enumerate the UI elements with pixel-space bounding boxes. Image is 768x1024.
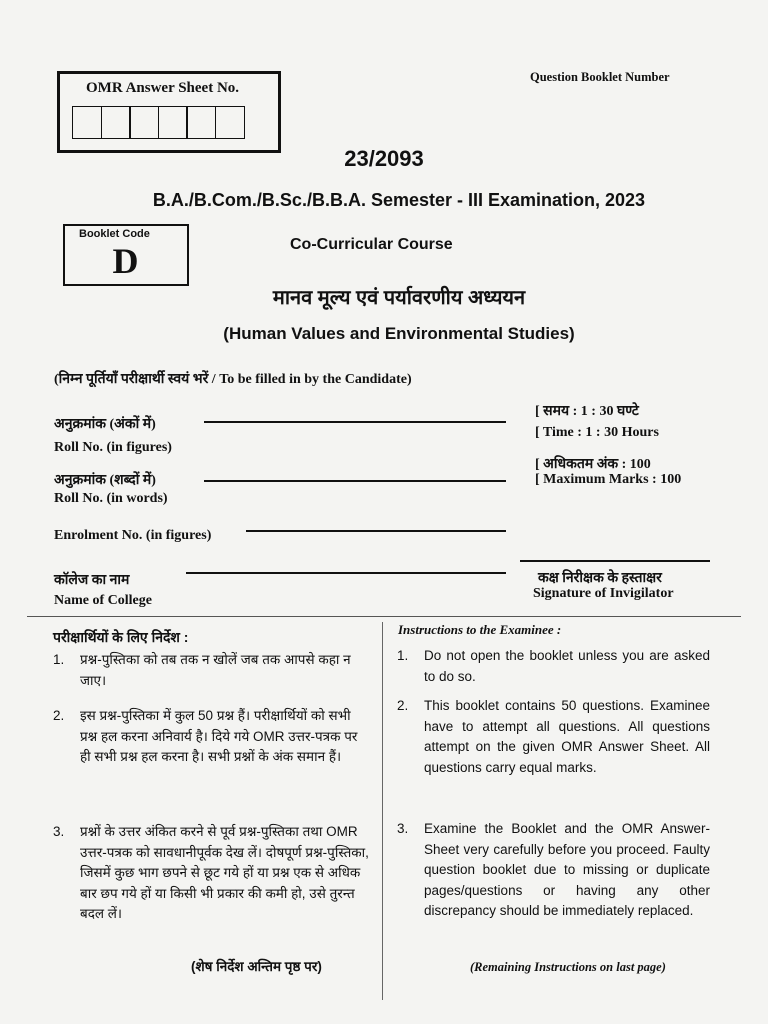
instruction-text: Examine the Booklet and the OMR Answer-Sheet very carefully before you proceed. Faulty question booklet due to missing or duplicate pages/questions or having any other discrepancy should be immediately replaced.: [424, 821, 710, 918]
instructions-heading-hindi: परीक्षार्थियों के लिए निर्देश :: [53, 629, 189, 645]
invigilator-label: Signature of Invigilator: [533, 586, 674, 601]
college-line[interactable]: [186, 572, 506, 574]
instruction-text: प्रश्नों के उत्तर अंकित करने से पूर्व प्रश्न-पुस्तिका तथा OMR उत्तर-पत्रक को सावधानीपूर्वक देख लें। दोषपूर्ण प्रश्न-पुस्तिका, जिसमें कुछ भाग छपने से छूट गये हों या प्रश्न एक से अधिक बार छप गये हों या किसी भी प्रकार की कमी हो, उसे तुरन्त बदल लें।: [80, 824, 369, 921]
instruction-number: 2.: [53, 708, 65, 723]
instruction-text: This booklet contains 50 questions. Examinee have to attempt all questions. All questions attempt on the given OMR Answer Sheet. All questions carry equal marks.: [424, 698, 710, 775]
instruction-number: 1.: [397, 648, 409, 663]
omr-cell[interactable]: [129, 106, 159, 139]
enrolment-line[interactable]: [246, 530, 506, 532]
omr-number-cells: [72, 106, 243, 139]
roll-figures-line[interactable]: [204, 421, 506, 423]
roll-figures-label: Roll No. (in figures): [54, 440, 172, 455]
instruction-item-hindi: [53, 706, 371, 768]
invigilator-label-hindi: कक्ष निरीक्षक के हस्ताक्षर: [538, 571, 662, 586]
time-hindi: [ समय : 1 : 30 घण्टे: [535, 404, 639, 419]
college-label-hindi: कॉलेज का नाम: [54, 573, 130, 588]
instruction-number: 2.: [397, 698, 409, 713]
omr-cell[interactable]: [158, 106, 188, 139]
instruction-number: 3.: [53, 824, 65, 839]
instructions-heading-english: Instructions to the Examinee :: [398, 622, 562, 637]
instruction-text: इस प्रश्न-पुस्तिका में कुल 50 प्रश्न हैं। परीक्षार्थियों को सभी प्रश्न हल करना अनिवार्य है। दिये गये OMR उत्तर-पत्रक पर ही सभी प्रश्न हल करना है। सभी प्रश्नों के अंक समान हैं।: [80, 708, 358, 764]
roll-words-label-hindi: अनुक्रमांक (शब्दों में): [54, 473, 156, 488]
fill-note: (निम्न पूर्तियाँ परीक्षार्थी स्वयं भरें / To be filled in by the Candidate): [54, 372, 412, 387]
instruction-item-english: [397, 696, 710, 778]
omr-cell[interactable]: [186, 106, 216, 139]
exam-title: B.A./B.Com./B.Sc./B.B.A. Semester - III Examination, 2023: [152, 190, 646, 210]
instruction-item-english: [397, 819, 710, 922]
omr-cell[interactable]: [72, 106, 102, 139]
instruction-item-hindi: [53, 822, 371, 925]
instruction-item-hindi: [53, 650, 371, 691]
instruction-number: 1.: [53, 652, 65, 667]
omr-answer-sheet-label: OMR Answer Sheet No.: [86, 80, 240, 96]
section-divider: [27, 616, 741, 617]
instruction-text: प्रश्न-पुस्तिका को तब तक न खोलें जब तक आपसे कहा न जाए।: [80, 652, 351, 688]
max-marks-hindi: [ अधिकतम अंक : 100: [535, 457, 651, 472]
roll-figures-label-hindi: अनुक्रमांक (अंकों में): [54, 417, 156, 432]
roll-words-label: Roll No. (in words): [54, 491, 168, 506]
max-marks-english: [ Maximum Marks : 100: [535, 472, 682, 487]
instructions-footer-english: (Remaining Instructions on last page): [470, 960, 666, 974]
instruction-item-english: [397, 646, 710, 687]
omr-cell[interactable]: [101, 106, 131, 139]
instruction-number: 3.: [397, 821, 409, 836]
course-type: Co-Curricular Course: [290, 236, 453, 253]
omr-answer-sheet-box: [57, 71, 281, 153]
booklet-code-value: D: [112, 241, 139, 281]
college-label: Name of College: [54, 593, 152, 608]
question-booklet-number-label: Question Booklet Number: [530, 70, 670, 84]
omr-cell[interactable]: [215, 106, 245, 139]
time-english: [ Time : 1 : 30 Hours: [535, 425, 659, 440]
subject-title-english: (Human Values and Environmental Studies): [223, 324, 575, 343]
instructions-footer-hindi: (शेष निर्देश अन्तिम पृष्ठ पर): [191, 959, 322, 974]
booklet-code-box: [63, 224, 189, 286]
enrolment-label: Enrolment No. (in figures): [54, 528, 212, 543]
paper-code: 23/2093: [344, 146, 424, 171]
instruction-text: Do not open the booklet unless you are asked to do so.: [424, 648, 710, 684]
subject-title-hindi: मानव मूल्य एवं पर्यावरणीय अध्ययन: [272, 287, 526, 309]
roll-words-line[interactable]: [204, 480, 506, 482]
booklet-code-label: Booklet Code: [79, 228, 150, 240]
column-divider: [382, 622, 383, 1000]
invigilator-signature-line[interactable]: [520, 560, 710, 562]
